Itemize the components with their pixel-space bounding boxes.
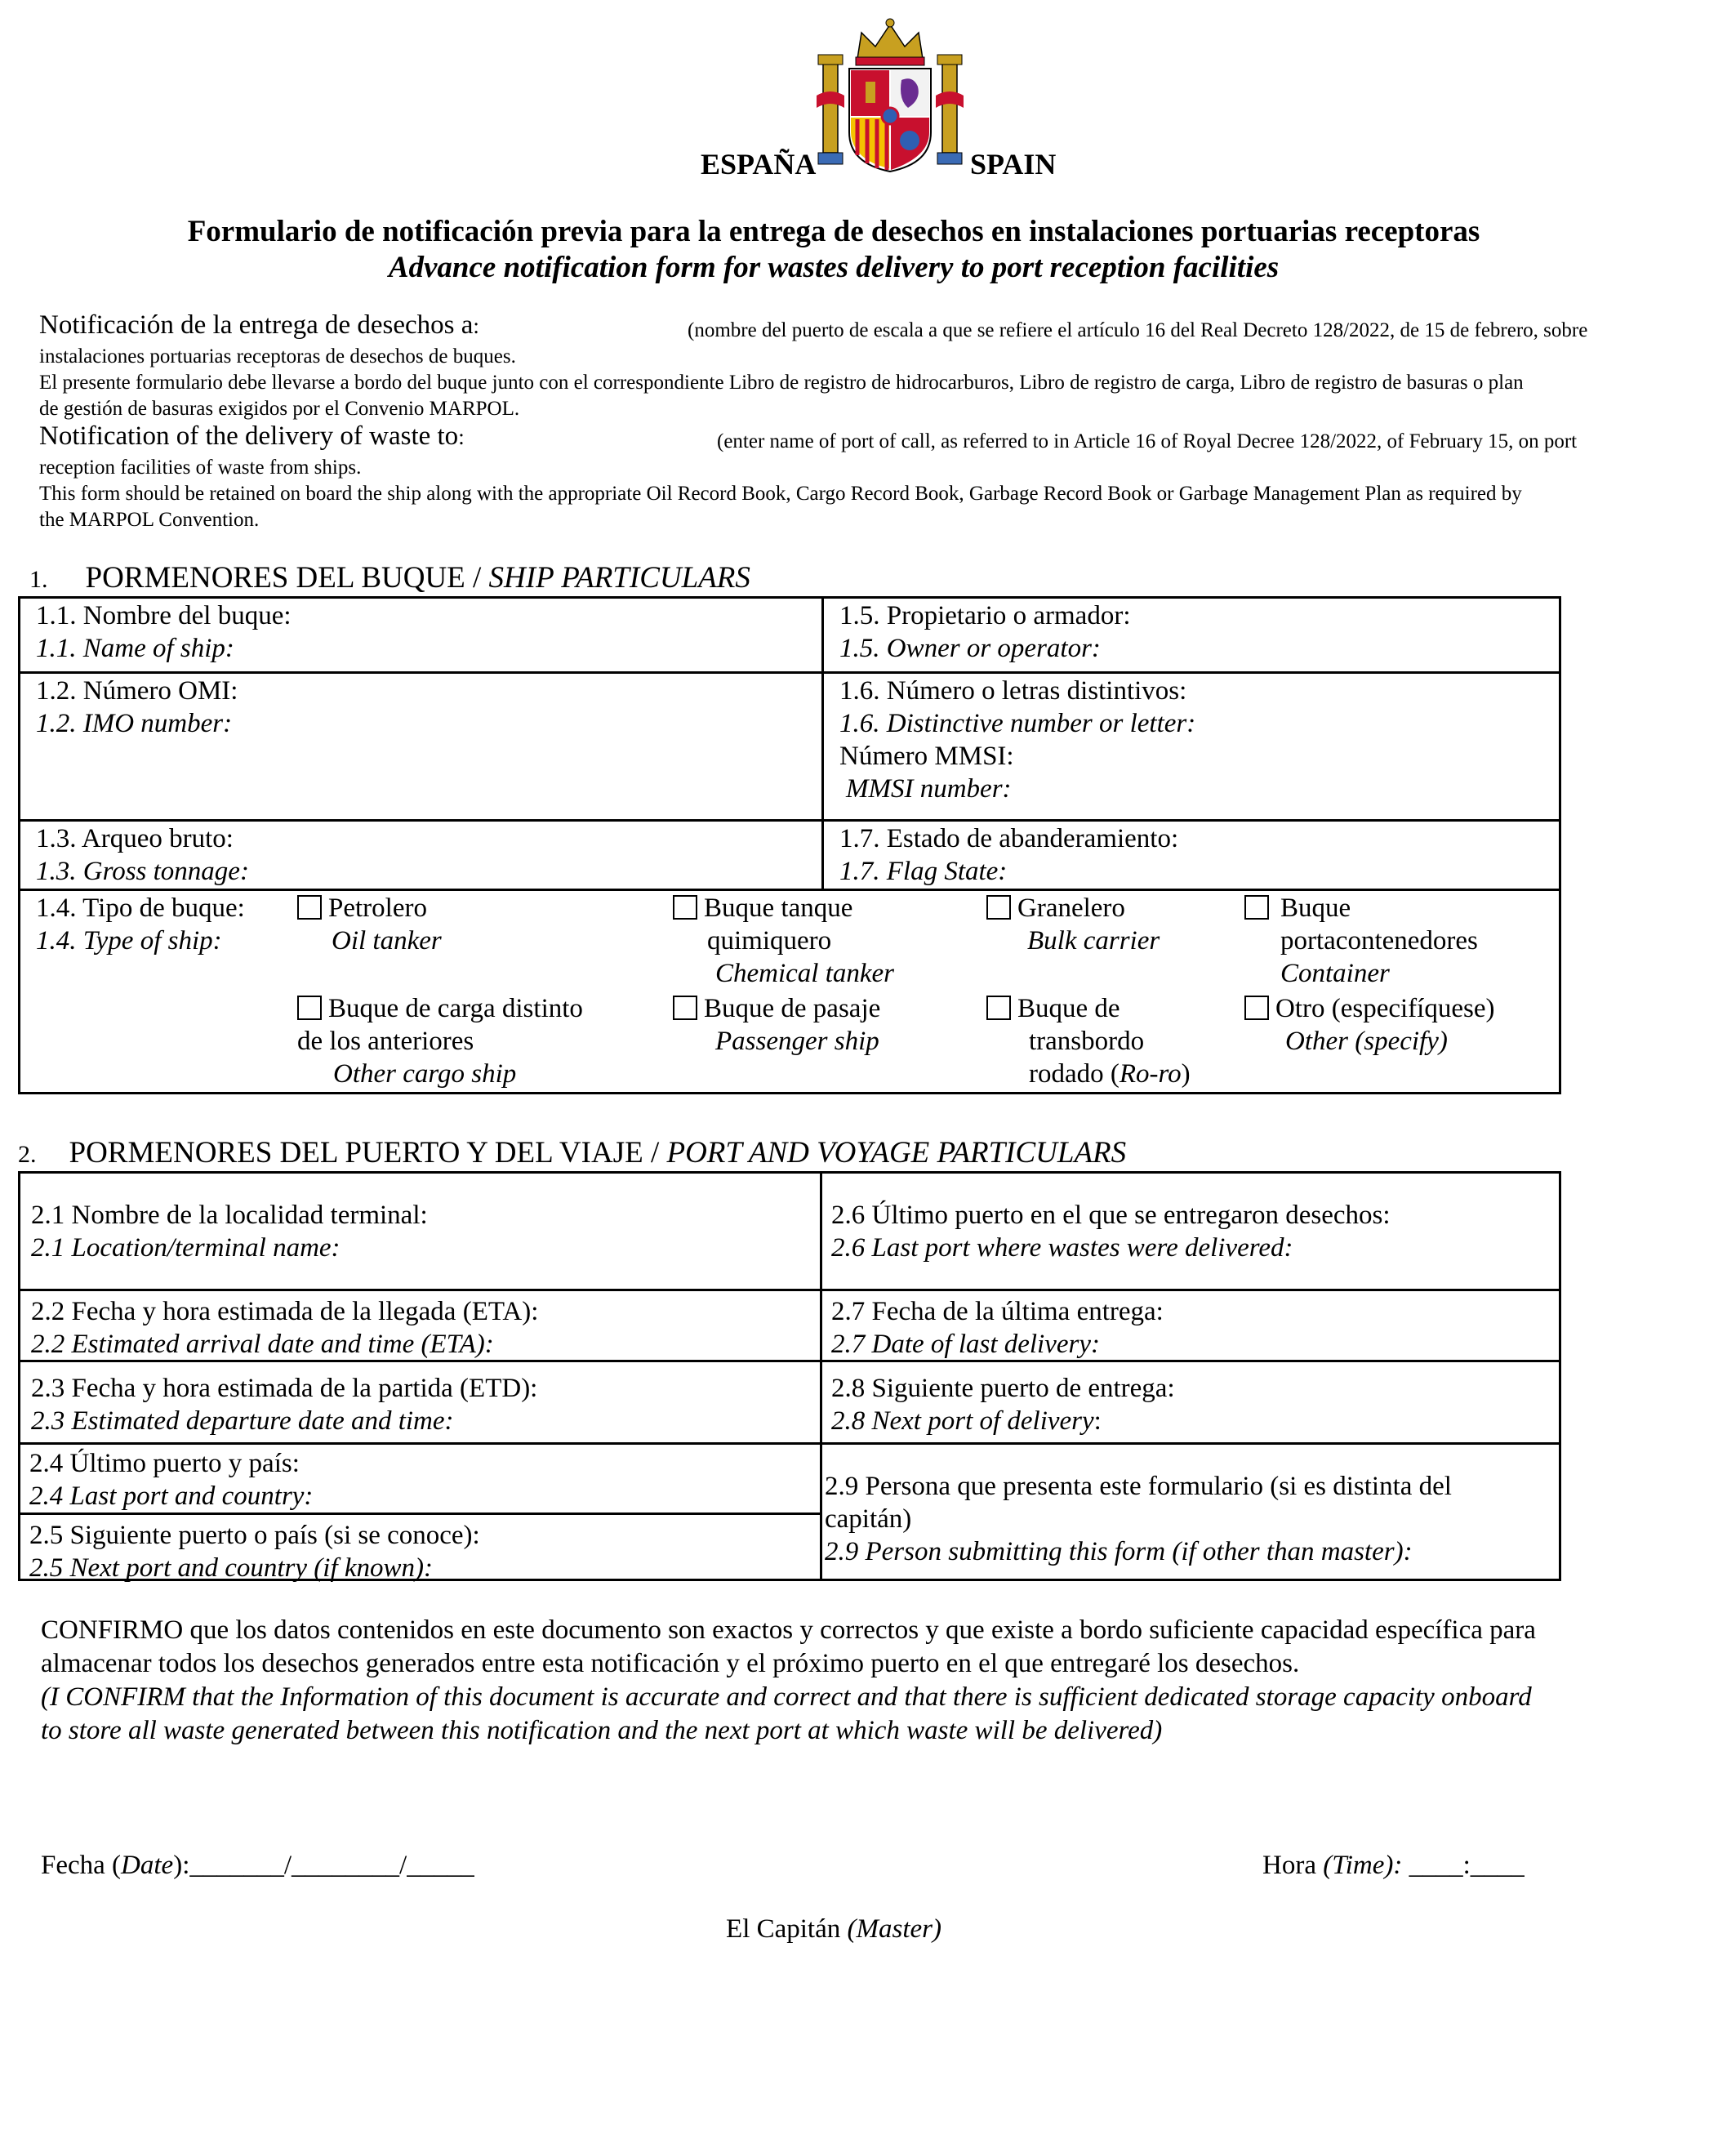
coat-of-arms	[817, 18, 964, 177]
field-1-6[interactable]: 1.6. Número o letras distintivos: 1.6. Distinctive number or letter: Número MMSI: MMSI number:	[839, 676, 1196, 804]
option-oil-tanker[interactable]: Petrolero Oil tanker	[297, 892, 442, 957]
mmsi-label: Número MMSI:	[839, 742, 1014, 771]
country-es: ESPAÑA	[701, 148, 817, 180]
checkbox-other[interactable]	[1244, 996, 1269, 1020]
field-2-5[interactable]: 2.5 Siguiente puerto o país (si se conoce): 2.5 Next port and country (if known):	[29, 1521, 480, 1583]
notification-es-label: Notificación de la entrega de desechos a:	[39, 310, 479, 340]
time-field[interactable]: Hora (Time): ____:____	[1262, 1851, 1525, 1880]
field-2-8[interactable]: 2.8 Siguiente puerto de entrega: 2.8 Next port of delivery:	[831, 1374, 1175, 1436]
master-signature-label: El Capitán (Master)	[726, 1914, 941, 1944]
field-2-3[interactable]: 2.3 Fecha y hora estimada de la partida (ETD): 2.3 Estimated departure date and time:	[31, 1374, 538, 1436]
form-title-en: Advance notification form for wastes delivery to port reception facilities	[388, 251, 1280, 284]
time-blank[interactable]: ____:____	[1402, 1851, 1525, 1880]
option-chemical-tanker[interactable]: Buque tanque quimiquero Chemical tanker	[673, 892, 894, 990]
checkbox-container[interactable]	[1244, 895, 1269, 920]
checkbox-bulk-carrier[interactable]	[986, 895, 1011, 920]
date-field[interactable]: Fecha (Date):_______/________/_____	[41, 1851, 474, 1880]
field-1-3[interactable]: 1.3. Arqueo bruto: 1.3. Gross tonnage:	[36, 824, 249, 886]
field-2-2[interactable]: 2.2 Fecha y hora estimada de la llegada (ETA): 2.2 Estimated arrival date and time (ETA):	[31, 1297, 539, 1359]
country-en: SPAIN	[970, 148, 1057, 180]
field-1-5[interactable]: 1.5. Propietario o armador: 1.5. Owner or operator:	[839, 601, 1131, 663]
option-container[interactable]: Buque portacontenedores Container	[1244, 892, 1478, 990]
checkbox-other-cargo-ship[interactable]	[297, 996, 322, 1020]
notification-en-note: (enter name of port of call, as referred to in Article 16 of Royal Decree 128/2022, of February 15, on port	[717, 430, 1578, 452]
field-1-1[interactable]: 1.1. Nombre del buque: 1.1. Name of ship:	[36, 601, 292, 663]
field-1-7[interactable]: 1.7. Estado de abanderamiento: 1.7. Flag State:	[839, 824, 1179, 886]
field-1-4-label: 1.4. Tipo de buque: 1.4. Type of ship:	[36, 893, 245, 956]
option-ro-ro[interactable]: Buque de transbordo rodado (Ro-ro)	[986, 992, 1191, 1090]
option-other[interactable]: Otro (especifíquese) Other (specify)	[1244, 992, 1494, 1058]
option-other-cargo-ship[interactable]: Buque de carga distinto de los anteriores Other cargo ship	[297, 994, 583, 1089]
notification-es-note-cont: instalaciones portuarias receptoras de desechos de buques.	[39, 345, 516, 368]
option-bulk-carrier[interactable]: Granelero Bulk carrier	[986, 892, 1160, 957]
date-blank[interactable]: _______/________/_____	[189, 1851, 474, 1880]
checkbox-oil-tanker[interactable]	[297, 895, 322, 920]
form-title-es: Formulario de notificación previa para la entrega de desechos en instalaciones portuarias receptoras	[187, 215, 1480, 248]
field-2-4[interactable]: 2.4 Último puerto y país: 2.4 Last port and country:	[29, 1449, 314, 1511]
checkbox-ro-ro[interactable]	[986, 996, 1011, 1020]
retain-es-line1: El presente formulario debe llevarse a bordo del buque junto con el correspondiente Libro de registro de hidrocarburos, Libro de registro de carga, Libro de registro de basuras o plan	[39, 372, 1524, 394]
field-2-1[interactable]: 2.1 Nombre de la localidad terminal: 2.1 Location/terminal name:	[31, 1201, 428, 1263]
spain-coat-of-arms-icon	[817, 18, 964, 177]
retain-en-line1: This form should be retained on board the ship along with the appropriate Oil Record Book, Cargo Record Book, Garbage Record Book or Garbage Management Plan as required by	[39, 483, 1522, 505]
retain-es-line2: de gestión de basuras exigidos por el Convenio MARPOL.	[39, 398, 520, 420]
field-2-9[interactable]: 2.9 Persona que presenta este formulario (si es distinta del capitán) 2.9 Person submitting this form (if other than master):	[825, 1472, 1452, 1566]
field-2-7[interactable]: 2.7 Fecha de la última entrega: 2.7 Date of last delivery:	[831, 1297, 1164, 1359]
checkbox-passenger-ship[interactable]	[673, 996, 697, 1020]
confirmation-statement: CONFIRMO que los datos contenidos en este documento son exactos y correctos y que existe a bordo suficiente capacidad específica para almacenar todos los desechos generados entre esta notificación y el próximo puerto en el que entregaré los desechos. (I CONFIRM that the Information of this document is accurate and correct and that there is sufficient dedicated storage capacity onboard to store all waste generated between this notification and the next port at which waste will be delivered)	[41, 1615, 1536, 1745]
field-2-6[interactable]: 2.6 Último puerto en el que se entregaron desechos: 2.6 Last port where wastes were delivered:	[831, 1201, 1391, 1263]
retain-en-line2: the MARPOL Convention.	[39, 509, 260, 531]
section2-heading: 2. PORMENORES DEL PUERTO Y DEL VIAJE / PORT AND VOYAGE PARTICULARS	[18, 1136, 1127, 1169]
notification-es-note: (nombre del puerto de escala a que se refiere el artículo 16 del Real Decreto 128/2022, de 15 de febrero, sobre	[688, 319, 1588, 341]
checkbox-chemical-tanker[interactable]	[673, 895, 697, 920]
notification-en-note-cont: reception facilities of waste from ships.	[39, 457, 362, 479]
notification-en-label: Notification of the delivery of waste to:	[39, 421, 465, 451]
option-passenger-ship[interactable]: Buque de pasaje Passenger ship	[673, 992, 880, 1058]
field-1-2[interactable]: 1.2. Número OMI: 1.2. IMO number:	[36, 676, 238, 738]
section1-heading: 1. PORMENORES DEL BUQUE / SHIP PARTICULARS	[29, 561, 750, 595]
